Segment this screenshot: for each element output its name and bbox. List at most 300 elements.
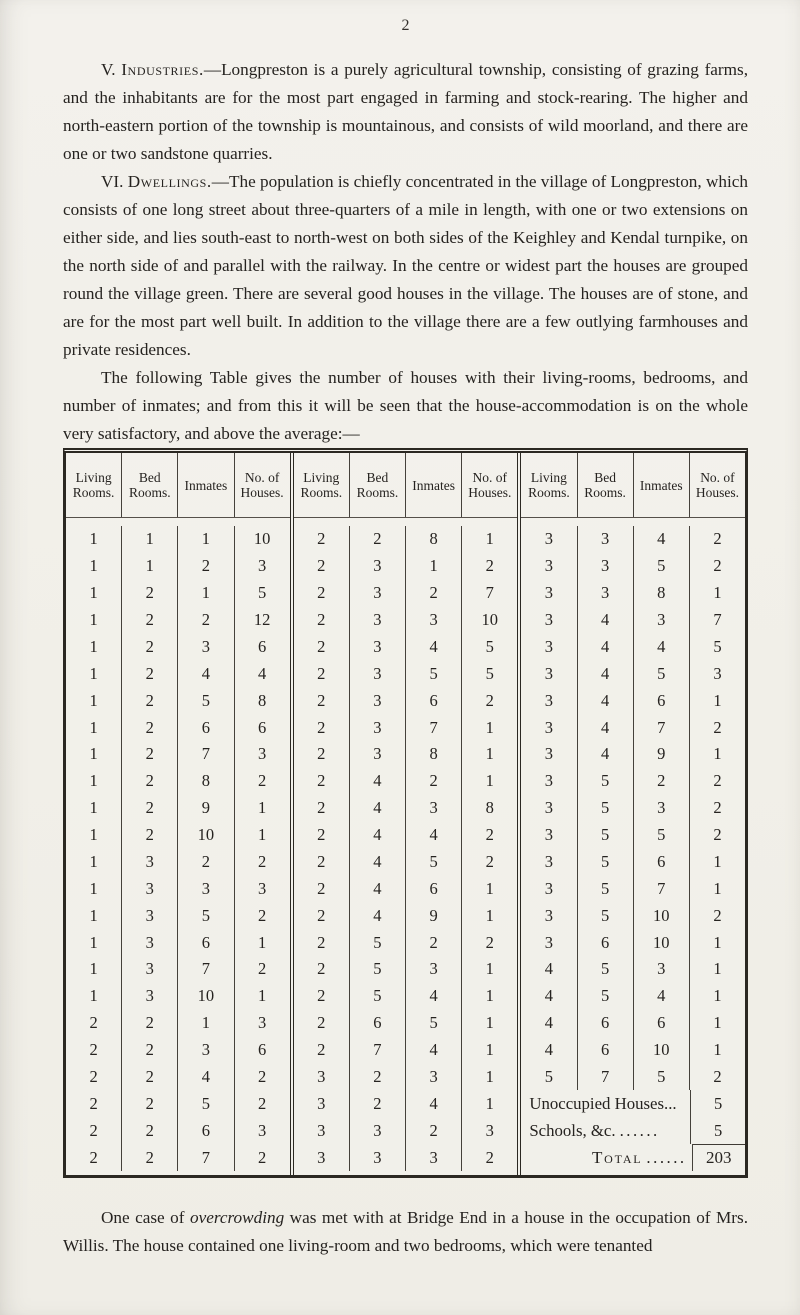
table-cell: 5 (350, 956, 406, 983)
table-cell: 2 (294, 795, 350, 822)
table-cell: 7 (485, 583, 494, 603)
table-cell: 10 (253, 529, 271, 549)
table-cell: 3 (521, 526, 577, 553)
total-word: Total (592, 1147, 643, 1167)
table-row (66, 795, 290, 822)
table-cell: 3 (122, 902, 178, 929)
table-cell: 4 (521, 983, 577, 1010)
special-row-value: 5 (714, 1093, 723, 1113)
paragraph-industries (63, 56, 748, 168)
table-row (294, 1090, 518, 1117)
table-cell: 3 (521, 875, 577, 902)
table-row (521, 849, 745, 876)
table-cell: 1 (257, 932, 267, 952)
table-cell: 2 (485, 825, 494, 845)
table-cell: 2 (178, 849, 234, 876)
table-cell: 2 (122, 822, 178, 849)
table-cell: 5 (485, 663, 494, 683)
table-row (521, 553, 745, 580)
table-cell: 2 (713, 1066, 722, 1086)
table-cell: 3 (521, 849, 577, 876)
table-cell: 3 (350, 607, 406, 634)
table-cell: 2 (66, 1090, 122, 1117)
table-row (521, 687, 745, 714)
table-cell: 5 (578, 956, 634, 983)
table-cell: 1 (178, 580, 234, 607)
table-cell: 4 (178, 660, 234, 687)
section-numeral: VI. (101, 172, 124, 191)
table-cell: 1 (66, 687, 122, 714)
table-cell: 2 (294, 1010, 350, 1037)
table-cell: 2 (66, 1144, 122, 1171)
table-cell: 2 (122, 714, 178, 741)
table-cell: 3 (713, 663, 722, 683)
table-cell: 5 (350, 983, 406, 1010)
table-cell: 3 (294, 1144, 350, 1171)
table-row (521, 714, 745, 741)
column-header: No. of Houses. (468, 470, 512, 500)
table-cell: 5 (578, 875, 634, 902)
section-heading-industries: Industries. (121, 60, 204, 79)
table-cell: 1 (66, 795, 122, 822)
table-row (521, 741, 745, 768)
table-cell: 2 (66, 1010, 122, 1037)
table-cell: 3 (521, 607, 577, 634)
table-group-1 (66, 453, 290, 1175)
table-cell: 1 (713, 744, 722, 764)
table-intro-text: The following Table gives the number of houses with their living-rooms, bedrooms, and number of inmates; and from this it will be seen that the house-accommodation is on the whole very satisfactory, and above the average:— (63, 368, 748, 443)
table-cell: 6 (406, 875, 462, 902)
table-cell: 2 (294, 849, 350, 876)
table-cell: 1 (713, 1040, 722, 1060)
table-cell: 3 (178, 1037, 234, 1064)
table-cell: 6 (406, 687, 462, 714)
table-cell: 5 (713, 636, 722, 656)
table-cell: 3 (521, 822, 577, 849)
table-cell: 2 (178, 607, 234, 634)
table-cell: 6 (634, 687, 690, 714)
table-cell: 3 (257, 556, 267, 576)
table-cell: 2 (122, 768, 178, 795)
table-cell: 4 (350, 768, 406, 795)
table-cell: 3 (406, 956, 462, 983)
table-cell: 1 (485, 1040, 494, 1060)
table-cell: 1 (485, 959, 494, 979)
table-cell: 2 (257, 1066, 267, 1086)
table-cell: 7 (178, 741, 234, 768)
table-cell: 7 (406, 714, 462, 741)
table-cell: 2 (406, 580, 462, 607)
table-cell: 5 (257, 583, 267, 603)
table-row (294, 1144, 518, 1171)
table-cell: 4 (350, 822, 406, 849)
special-row-value: 5 (714, 1120, 723, 1140)
table-cell: 2 (122, 660, 178, 687)
table-row (294, 687, 518, 714)
table-cell: 3 (122, 849, 178, 876)
column-header: Bed Rooms. (122, 453, 178, 517)
table-cell: 5 (178, 687, 234, 714)
table-cell: 4 (521, 956, 577, 983)
table-header-row (521, 453, 745, 518)
table-cell: 1 (713, 986, 722, 1006)
column-header: Living Rooms. (294, 453, 350, 517)
footer-text-post: was met with at Bridge End in a house in the occupation of Mrs. Willis. The house contained one living-room and two bedrooms, which were tenanted (63, 1208, 748, 1255)
table-cell: 3 (521, 580, 577, 607)
table-cell: 5 (578, 983, 634, 1010)
table-row (294, 929, 518, 956)
section-numeral: V. (101, 60, 116, 79)
table-cell: 8 (485, 798, 494, 818)
table-cell: 5 (578, 849, 634, 876)
table-cell: 9 (634, 741, 690, 768)
table-cell: 3 (521, 634, 577, 661)
table-row (521, 795, 745, 822)
table-cell: 2 (713, 556, 722, 576)
table-cell: 2 (406, 929, 462, 956)
table-cell: 2 (485, 1147, 494, 1167)
table-cell: 6 (257, 717, 267, 737)
table-cell: 2 (122, 741, 178, 768)
table-row (66, 714, 290, 741)
paragraph-industries-body: —Longpreston is a purely agricultural township, consisting of grazing farms, and the inhabitants are for the most part engaged in farming and stock-rearing. The higher and north-eastern portion of the township is mountainous, and consists of wild moorland, and there are one or two sandstone quarries. (63, 60, 748, 163)
table-row (521, 526, 745, 553)
column-header: No. of Houses. (240, 470, 284, 500)
table-cell: 2 (122, 795, 178, 822)
table-cell: 1 (66, 741, 122, 768)
table-row (66, 660, 290, 687)
table-cell: 1 (66, 553, 122, 580)
table-cell: 5 (578, 902, 634, 929)
table-total-row (521, 1144, 745, 1171)
table-cell: 7 (178, 1144, 234, 1171)
table-cell: 2 (294, 902, 350, 929)
table-cell: 1 (66, 822, 122, 849)
table-cell: 4 (578, 660, 634, 687)
special-row-label: Unoccupied Houses... (521, 1090, 691, 1117)
table-row (294, 1117, 518, 1144)
table-cell: 8 (257, 690, 267, 710)
table-cell: 3 (350, 1117, 406, 1144)
table-cell: 3 (122, 875, 178, 902)
table-cell: 1 (66, 983, 122, 1010)
table-cell: 2 (122, 1010, 178, 1037)
table-cell: 5 (485, 636, 494, 656)
column-header: Bed Rooms. (578, 453, 634, 517)
table-cell: 2 (122, 580, 178, 607)
dot-leader: ...... (619, 1120, 660, 1140)
table-row (294, 849, 518, 876)
table-row (294, 660, 518, 687)
table-header-row (66, 453, 290, 518)
table-cell: 2 (294, 1037, 350, 1064)
table-cell: 7 (578, 1064, 634, 1091)
table-cell: 3 (406, 795, 462, 822)
table-cell: 1 (485, 986, 494, 1006)
table-row (521, 634, 745, 661)
table-cell: 1 (66, 526, 122, 553)
table-cell: 1 (257, 986, 267, 1006)
table-cell: 3 (350, 1144, 406, 1171)
table-cell: 8 (406, 526, 462, 553)
table-cell: 1 (485, 717, 494, 737)
table-cell: 1 (485, 1093, 494, 1113)
table-row (521, 1037, 745, 1064)
table-cell: 2 (350, 526, 406, 553)
table-cell: 6 (178, 929, 234, 956)
table-cell: 2 (66, 1064, 122, 1091)
table-cell: 6 (257, 636, 267, 656)
table-cell: 1 (66, 902, 122, 929)
table-row (66, 768, 290, 795)
table-row (66, 1144, 290, 1171)
table-cell: 2 (257, 1147, 267, 1167)
table-cell: 3 (294, 1064, 350, 1091)
houses-accommodation-table (63, 448, 748, 1178)
table-cell: 3 (578, 580, 634, 607)
table-cell: 5 (578, 768, 634, 795)
table-cell: 1 (257, 825, 267, 845)
table-cell: 7 (350, 1037, 406, 1064)
table-row (521, 875, 745, 902)
table-cell: 2 (122, 1037, 178, 1064)
table-cell: 3 (122, 929, 178, 956)
table-cell: 8 (634, 580, 690, 607)
table-cell: 1 (122, 553, 178, 580)
table-cell: 2 (257, 851, 267, 871)
table-cell: 10 (481, 610, 499, 630)
table-row (294, 822, 518, 849)
table-row (294, 714, 518, 741)
table-row (521, 660, 745, 687)
table-cell: 2 (294, 741, 350, 768)
table-cell: 5 (406, 660, 462, 687)
table-body (66, 518, 290, 1175)
table-cell: 4 (578, 607, 634, 634)
column-header: Inmates (634, 453, 690, 517)
table-row (294, 607, 518, 634)
table-cell: 3 (294, 1090, 350, 1117)
table-cell: 2 (257, 771, 267, 791)
table-cell: 3 (578, 553, 634, 580)
table-row (66, 983, 290, 1010)
table-cell: 1 (66, 580, 122, 607)
table-cell: 6 (178, 714, 234, 741)
table-cell: 3 (521, 741, 577, 768)
table-row (66, 1117, 290, 1144)
table-cell: 4 (350, 902, 406, 929)
table-cell: 3 (122, 956, 178, 983)
table-cell: 3 (578, 526, 634, 553)
table-cell: 2 (294, 929, 350, 956)
table-cell: 3 (122, 983, 178, 1010)
table-cell: 1 (178, 1010, 234, 1037)
table-cell: 1 (66, 956, 122, 983)
table-cell: 1 (66, 768, 122, 795)
table-cell: 3 (521, 714, 577, 741)
table-row (66, 929, 290, 956)
table-cell: 5 (178, 902, 234, 929)
table-cell: 1 (713, 932, 722, 952)
table-row (521, 902, 745, 929)
table-cell: 5 (634, 553, 690, 580)
table-row (294, 902, 518, 929)
table-cell: 2 (350, 1090, 406, 1117)
table-cell: 4 (634, 526, 690, 553)
table-cell: 4 (578, 741, 634, 768)
table-cell: 2 (294, 687, 350, 714)
table-cell: 1 (66, 849, 122, 876)
table-cell: 4 (521, 1010, 577, 1037)
table-cell: 2 (294, 660, 350, 687)
table-cell: 1 (66, 875, 122, 902)
table-cell: 2 (122, 687, 178, 714)
table-cell: 3 (257, 1120, 267, 1140)
footer-text-pre: One case of (101, 1208, 190, 1227)
table-cell: 5 (406, 849, 462, 876)
table-cell: 2 (66, 1037, 122, 1064)
table-cell: 3 (406, 1064, 462, 1091)
table-cell: 2 (350, 1064, 406, 1091)
table-row (66, 849, 290, 876)
column-header: Living Rooms. (521, 453, 577, 517)
table-row (66, 580, 290, 607)
table-cell: 6 (578, 1037, 634, 1064)
table-cell: 3 (178, 634, 234, 661)
table-cell: 7 (634, 875, 690, 902)
table-cell: 8 (178, 768, 234, 795)
table-cell: 5 (178, 1090, 234, 1117)
table-cell: 3 (521, 768, 577, 795)
table-row (521, 607, 745, 634)
table-cell: 2 (634, 768, 690, 795)
table-cell: 1 (713, 851, 722, 871)
table-cell: 2 (713, 717, 722, 737)
table-row (66, 526, 290, 553)
table-row (294, 1064, 518, 1091)
table-cell: 5 (578, 822, 634, 849)
table-cell: 2 (122, 1144, 178, 1171)
table-cell: 2 (122, 607, 178, 634)
paragraph-overcrowding (63, 1204, 748, 1260)
table-row (521, 822, 745, 849)
table-row (66, 1037, 290, 1064)
table-row (294, 526, 518, 553)
table-header-row (294, 453, 518, 518)
table-row (521, 1010, 745, 1037)
table-cell: 2 (294, 526, 350, 553)
table-row (66, 875, 290, 902)
table-cell: 5 (406, 1010, 462, 1037)
table-row (521, 983, 745, 1010)
table-cell: 3 (521, 795, 577, 822)
table-cell: 10 (178, 983, 234, 1010)
table-cell: 2 (713, 529, 722, 549)
table-cell: 1 (485, 878, 494, 898)
table-row (66, 956, 290, 983)
table-cell: 3 (257, 1013, 267, 1033)
table-cell: 2 (294, 768, 350, 795)
table-cell: 2 (294, 822, 350, 849)
table-row (66, 1010, 290, 1037)
table-cell: 4 (406, 983, 462, 1010)
table-row (66, 822, 290, 849)
table-cell: 2 (713, 905, 722, 925)
table-cell: 5 (634, 822, 690, 849)
table-cell: 2 (713, 798, 722, 818)
table-cell: 12 (253, 610, 271, 630)
paragraph-table-intro (63, 364, 748, 448)
table-cell: 2 (294, 634, 350, 661)
table-row (66, 607, 290, 634)
table-cell: 2 (122, 1090, 178, 1117)
table-row (521, 929, 745, 956)
table-row (66, 1064, 290, 1091)
table-cell: 3 (521, 553, 577, 580)
table-cell: 4 (350, 849, 406, 876)
table-cell: 4 (521, 1037, 577, 1064)
table-cell: 1 (66, 660, 122, 687)
table-cell: 4 (634, 634, 690, 661)
table-cell: 2 (294, 956, 350, 983)
table-cell: 10 (178, 822, 234, 849)
table-cell: 4 (350, 795, 406, 822)
footer-italic-word: overcrowding (189, 1208, 285, 1227)
table-cell: 3 (350, 741, 406, 768)
table-cell: 2 (66, 1117, 122, 1144)
table-cell: 4 (406, 1090, 462, 1117)
table-special-row (521, 1090, 745, 1117)
table-group-2 (290, 453, 518, 1175)
table-cell: 2 (178, 553, 234, 580)
table-row (294, 768, 518, 795)
table-row (294, 580, 518, 607)
page-number: 2 (401, 17, 410, 34)
table-cell: 1 (713, 878, 722, 898)
column-header: No. of Houses. (695, 470, 739, 500)
section-heading-dwellings: Dwellings. (127, 172, 212, 191)
table-row (294, 634, 518, 661)
table-cell: 6 (634, 849, 690, 876)
table-cell: 4 (578, 714, 634, 741)
table-cell: 7 (634, 714, 690, 741)
table-cell: 1 (66, 634, 122, 661)
table-cell: 3 (521, 902, 577, 929)
table-cell: 7 (178, 956, 234, 983)
table-row (294, 983, 518, 1010)
dot-leader: ...... (646, 1147, 687, 1167)
table-cell: 4 (350, 875, 406, 902)
table-cell: 2 (294, 553, 350, 580)
table-cell: 4 (178, 1064, 234, 1091)
table-cell: 6 (178, 1117, 234, 1144)
table-cell: 1 (122, 526, 178, 553)
table-cell: 7 (713, 610, 722, 630)
table-cell: 2 (294, 983, 350, 1010)
table-cell: 1 (66, 929, 122, 956)
table-row (66, 553, 290, 580)
column-header: Inmates (406, 453, 462, 517)
table-body (294, 518, 518, 1175)
table-cell: 1 (713, 1013, 722, 1033)
table-cell: 2 (122, 634, 178, 661)
table-row (66, 634, 290, 661)
table-cell: 2 (294, 580, 350, 607)
table-cell: 3 (521, 660, 577, 687)
table-cell: 6 (350, 1010, 406, 1037)
table-cell: 2 (294, 607, 350, 634)
table-cell: 9 (406, 902, 462, 929)
